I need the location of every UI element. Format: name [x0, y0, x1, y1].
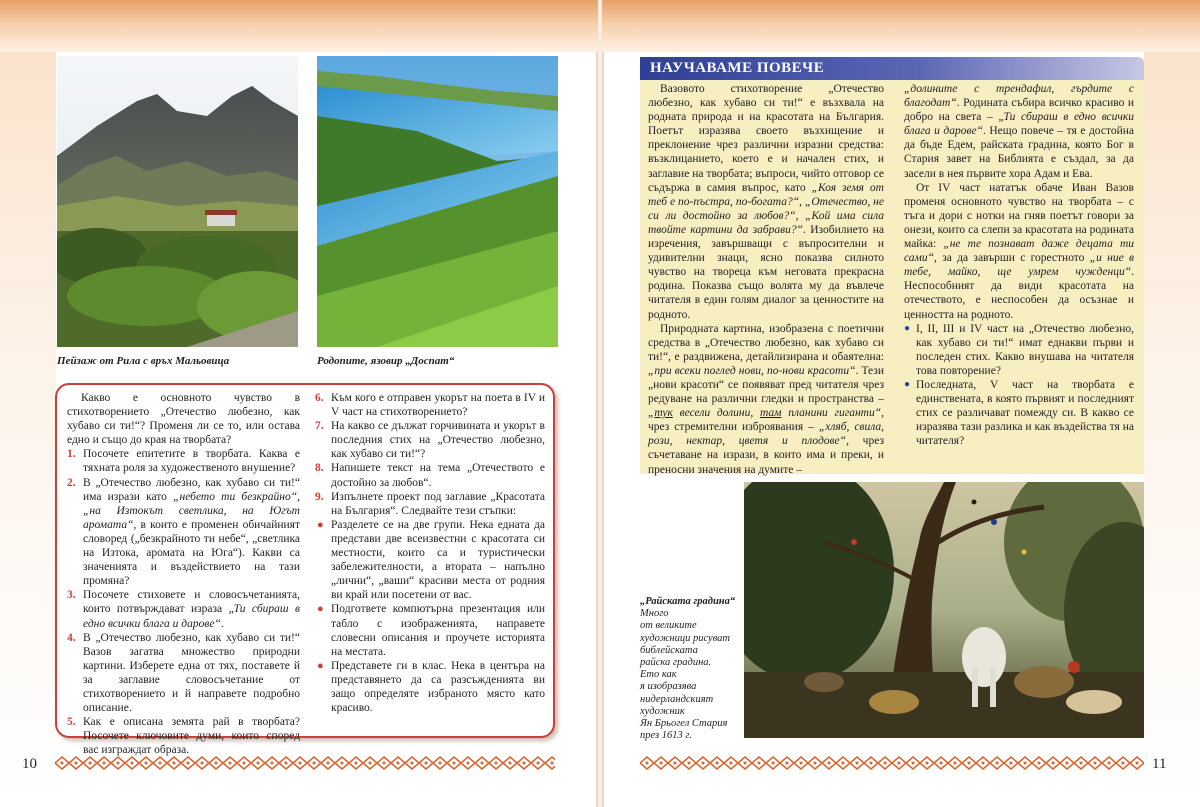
side-band-right — [1144, 52, 1200, 807]
bullet-icon: ● — [317, 603, 324, 616]
questions-column-2 — [315, 391, 545, 715]
text: . Родината събира всичко красиво и добро на света – — [904, 97, 1134, 124]
quote-part: планини гиганти“ — [781, 407, 882, 420]
question-3 — [67, 588, 300, 630]
painting-caption-title: „Райската градина“ — [640, 596, 736, 607]
project-step-2 — [315, 602, 545, 658]
question-number: 9. — [315, 490, 324, 503]
painting-caption-line: художници рисуват — [640, 632, 731, 644]
quote: „не те познават даже децата ти сами“ — [904, 238, 1135, 265]
underlined-word: там — [759, 407, 782, 420]
question-number: 7. — [315, 420, 324, 433]
question-6 — [315, 391, 545, 419]
painting-caption-line: през 1613 г. — [640, 730, 692, 742]
learn-more-paragraph-2 — [648, 322, 884, 477]
learn-more-header — [640, 57, 1144, 80]
learn-more-question-1 — [904, 322, 1134, 378]
question-text: В „Отечество любезно, как хубаво си ти!“ има изрази като — [83, 476, 300, 503]
project-step-3 — [315, 659, 545, 715]
question-text: Посочете епитетите в творбата. Каква е тяхната роля за художественото внушение? — [83, 448, 300, 475]
question-text: Напишете текст на тема „Отечеството е достойно за любов“. — [331, 462, 545, 489]
quote — [648, 407, 881, 419]
painting-caption-line: Ето как — [640, 669, 677, 681]
garden-of-eden-painting — [744, 482, 1144, 738]
quote: „хляб, свила, рози, нектар, цветя и плодове“ — [648, 421, 884, 448]
question-number: 3. — [67, 589, 76, 602]
painting-caption-line: Ян Брьогел Стария — [640, 718, 728, 730]
question-text: Изпълнете проект под заглавие „Красотата на България“. Следвайте тези стъпки: — [331, 490, 545, 517]
mountain-caption: Пейзаж от Рила с връх Мальовица — [57, 355, 230, 367]
quote: „и ние в тебе, майко, ще умрем чужденци“ — [904, 252, 1135, 279]
footer-ornament-left — [55, 756, 555, 770]
project-step-1 — [315, 518, 545, 603]
learn-more-question-2 — [904, 378, 1134, 448]
question-number: 1. — [67, 448, 76, 461]
painting-caption-line: библейската — [640, 644, 698, 656]
question-text: В „Отечество любезно, как хубаво си ти!“ Вазов загатва множество природни картини. Изберете една от тях, поставете й за заглавие словосъчетание от стихотворението и й направете подробно описание. — [83, 631, 300, 715]
question-text: , в които е променен обичайният словоред („безкрайното ти небе“, „светлика на Изтока, аромата на Юга“). Какви са значенията и въздействието на тази промяна? — [83, 518, 300, 588]
text: Природната картина, изобразена с поетични средства в „Отечество любезно, как хубаво си ти!“, е раздвижена, детайлизирана и обаятелна: — [648, 322, 884, 363]
project-step-text: Разделете се на две групи. Нека едната да представи две всеизвестни с красотата си местности, които са и туристически забележителности, а втората – напълно „лични“, „ваши“ красиви места от родния ви край или посетени от вас. — [331, 518, 545, 602]
question-number: 2. — [67, 476, 76, 489]
bullet-icon: ● — [317, 659, 324, 672]
quote-part: весели долини, — [672, 407, 760, 420]
book-gutter — [596, 0, 604, 807]
question-text: Последната, V част на творбата е единствената, в която първият и последният стих се различават помежду си. В какво се изразява тази разлика и как въздейства тя на читателя? — [916, 378, 1134, 448]
quote: „при всеки поглед нови, по-нови красоти“ — [648, 364, 856, 377]
top-band-right — [602, 0, 1200, 52]
question-9 — [315, 490, 545, 518]
question-4 — [67, 631, 300, 716]
question-8 — [315, 461, 545, 489]
question-quote: „Ти сбираш в едно всички блага и дарове“ — [83, 603, 300, 630]
question-number: 8. — [315, 462, 324, 475]
learn-more-paragraph-1 — [648, 82, 884, 322]
lake-caption: Родопите, язовир „Доспат“ — [317, 355, 455, 367]
bullet-icon: ● — [317, 518, 324, 531]
mountain-photo — [57, 56, 298, 347]
quote: „Кой има сила твойте картини да забрави?“ — [648, 209, 885, 236]
questions-column-1 — [67, 391, 300, 757]
question-text: I, II, III и IV част на „Отечество любезно, как хубаво си ти!“ имат еднакви първи и последен стих. Какво внушава на читателя това повторение? — [916, 322, 1134, 377]
question-text: . — [220, 617, 224, 630]
question-1 — [67, 447, 300, 475]
question-5 — [67, 715, 300, 757]
painting-caption — [640, 596, 744, 742]
text: , чрез съчетаване на изрази, в които има и преки, и преносни значения на думите – — [648, 435, 884, 476]
question-number: 6. — [315, 392, 324, 404]
project-step-text: Представете ги в клас. Нека в центъра на представянето да са разсъжденията ви защо определяте избраното място като красиво. — [331, 659, 545, 715]
quote: „Ти сбираш в едно всички блага и дарове“ — [904, 111, 1134, 138]
text: Вазовото стихотворение „Отечество любезно, как хубаво си ти!“ е възхвала на родната природа и на красотата на България. Поетът изразява своето възхищение и преклонение чрез различни изразни средства: възклицанието, което е и начален стих, и заглавие на творбата; въпроси, чийто отговор се съдържа в самия въпрос, като — [648, 83, 884, 194]
page-number-left: 10 — [22, 756, 37, 772]
questions-box — [55, 383, 555, 757]
quote: „Коя земя от теб е по-пъстра, по-богата?“ — [648, 181, 884, 208]
question-quote: „небето ти безкрайно“, „на Изтокът светлика, на Югът аромата“ — [83, 490, 300, 531]
quote: „долините с трендафил, гърдите с благодат“ — [904, 83, 1134, 110]
painting-caption-line: Много — [640, 608, 669, 620]
text: От IV част нататък обаче Иван Вазов променя основното чувство на творбата – с тъга и дори с нотки на гняв поетът говори за онези, които са слепи за красотата на родината майка: — [904, 181, 1134, 251]
side-band-left — [0, 52, 56, 807]
learn-more-column-1 — [648, 82, 884, 477]
underlined-word: тук — [654, 407, 673, 420]
painting-caption-line: от великите — [640, 620, 697, 632]
text: . Неспособният да види красотата на отечеството, е неспособен да осъзнае и ценността на родното. — [904, 266, 1134, 321]
text: , — [795, 209, 806, 222]
quote-part: „ — [648, 407, 655, 420]
learn-more-paragraph-2-cont — [904, 82, 1134, 181]
question-text: Как е описана земята рай в творбата? Посочете ключовите думи, които според вас изграждат образа. — [83, 716, 300, 757]
text: . Тези „нови красоти“ се появяват пред читателя чрез редуване на различни гледки и пространства – — [648, 364, 884, 406]
text: . Нещо повече – тя е достойна да бъде Едем, райската градина, която Бог в Стария завет на Библията е създал, за да засели в нея първите хора Адам и Ева. — [904, 125, 1134, 180]
top-band-left — [0, 0, 598, 52]
quote: „Отечество, не си ли достойно за любов?“ — [648, 195, 884, 222]
bullet-icon: ● — [904, 378, 911, 390]
text: , — [799, 195, 805, 208]
painting-caption-line: нидерландският — [640, 693, 714, 705]
text: . Изобилието на изречения, завършващи с въпросителни и удивителни знаци, ясно показва силното чувство на твореца към неговата прекрасна родина. Показва също волята му да въвлече читателя в един голям диалог за ценностите на родното. — [648, 223, 884, 321]
bullet-icon: ● — [904, 322, 911, 334]
question-text: На какво се дължат горчивината и укорът в последния стих на „Отечество любезно, как хубаво си ти!“? — [331, 420, 545, 461]
question-7 — [315, 419, 545, 461]
project-step-text: Подгответе компютърна презентация или табло с изображенията, направете словесни описания и проучете историята на местата. — [331, 603, 545, 658]
question-number: 5. — [67, 716, 76, 729]
question-text: Посочете стиховете и словосъчетанията, които потвърждават израза — [83, 589, 300, 616]
question-2 — [67, 476, 300, 589]
text: , за да завърши с горестното — [934, 252, 1090, 265]
text: , чрез стремителни изброявания – — [648, 407, 884, 434]
footer-ornament-right — [640, 756, 1144, 770]
learn-more-title: НАУЧАВАМЕ ПОВЕЧЕ — [650, 60, 825, 76]
learn-more-paragraph-3 — [904, 181, 1134, 322]
painting-caption-line: райска градина. — [640, 657, 712, 669]
painting-caption-line: я изобразява — [640, 681, 697, 693]
page-number-right: 11 — [1152, 756, 1167, 772]
painting-caption-line: художник — [640, 705, 685, 717]
learn-more-column-2 — [904, 82, 1134, 448]
lake-photo — [317, 56, 558, 347]
questions-intro: Какво е основното чувство в стихотворението „Отечество любезно, как хубаво си ти!“? Променя ли се то, или остава едно и също до края на творбата? — [67, 392, 300, 447]
question-text: Към кого е отправен укорът на поета в IV и V част на стихотворението? — [331, 392, 545, 419]
question-number: 4. — [67, 631, 76, 644]
